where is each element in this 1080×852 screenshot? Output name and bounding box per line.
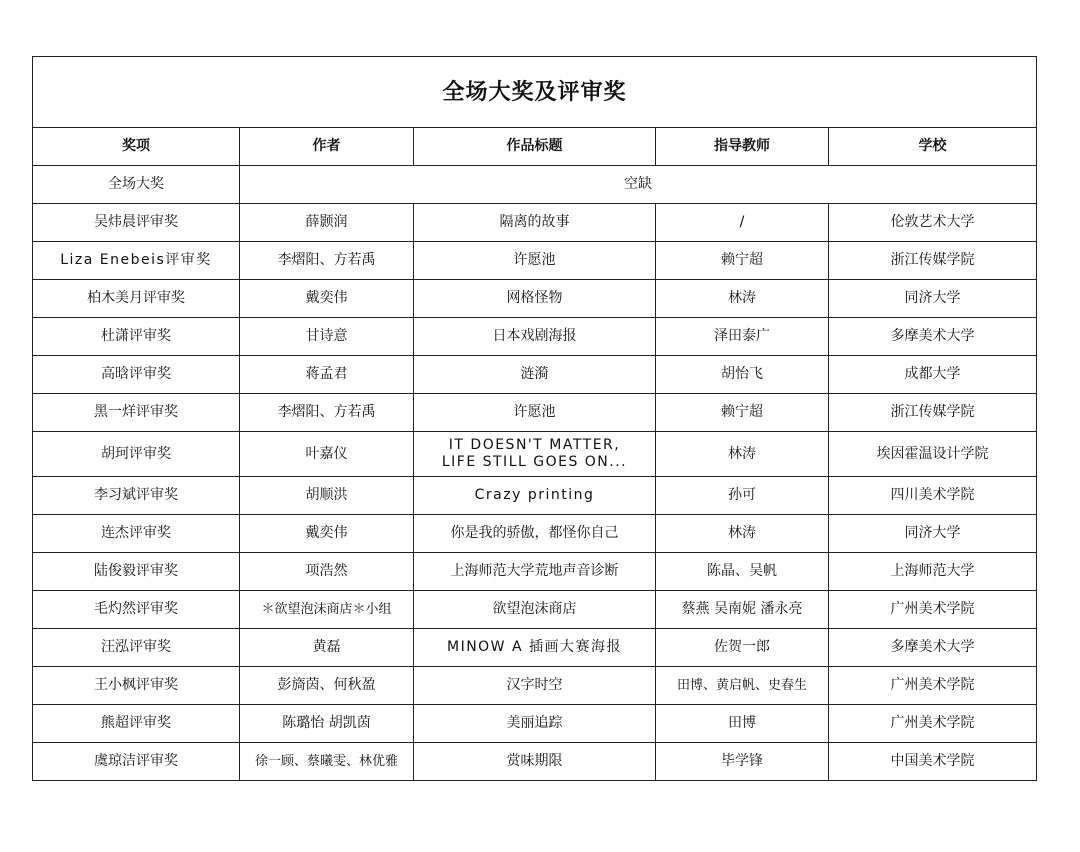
author-cell: ＊欲望泡沫商店＊小组 [240, 591, 414, 629]
award-cell: 黑一烊评审奖 [33, 394, 240, 432]
award-cell: 李习斌评审奖 [33, 477, 240, 515]
table-row [33, 629, 1037, 667]
school-cell: 上海师范大学 [829, 553, 1037, 591]
award-cell: 汪泓评审奖 [33, 629, 240, 667]
work-cell: 涟漪 [414, 356, 656, 394]
award-cell: 陆俊毅评审奖 [33, 553, 240, 591]
award-cell: 熊超评审奖 [33, 705, 240, 743]
table-row [33, 204, 1037, 242]
school-cell: 浙江传媒学院 [829, 394, 1037, 432]
author-cell: 李熠阳、方若禹 [240, 242, 414, 280]
header-award: 奖项 [33, 128, 240, 166]
teacher-cell: 泽田泰广 [656, 318, 829, 356]
work-cell: 美丽追踪 [414, 705, 656, 743]
author-cell: 陈璐怡 胡凯茵 [240, 705, 414, 743]
school-cell: 成都大学 [829, 356, 1037, 394]
work-cell: 汉字时空 [414, 667, 656, 705]
table-row [33, 242, 1037, 280]
title-row [33, 57, 1037, 128]
award-cell: 王小枫评审奖 [33, 667, 240, 705]
work-cell: Crazy printing [414, 477, 656, 515]
work-cell: 你是我的骄傲，都怪你自己 [414, 515, 656, 553]
author-cell: 戴奕伟 [240, 280, 414, 318]
author-cell: 黄磊 [240, 629, 414, 667]
header-teacher: 指导教师 [656, 128, 829, 166]
author-cell: 甘诗意 [240, 318, 414, 356]
work-cell: 许愿池 [414, 242, 656, 280]
award-cell: 虞琼洁评审奖 [33, 743, 240, 781]
award-cell: 毛灼然评审奖 [33, 591, 240, 629]
school-cell: 广州美术学院 [829, 667, 1037, 705]
author-cell: 彭旖茵、何秋盈 [240, 667, 414, 705]
teacher-cell: 田博、黄启帆、史春生 [656, 667, 829, 705]
school-cell: 埃因霍温设计学院 [829, 432, 1037, 477]
school-cell: 浙江传媒学院 [829, 242, 1037, 280]
teacher-cell: 林涛 [656, 515, 829, 553]
teacher-cell: 孙可 [656, 477, 829, 515]
work-cell: 许愿池 [414, 394, 656, 432]
school-cell: 广州美术学院 [829, 591, 1037, 629]
table-row [33, 477, 1037, 515]
table-row [33, 743, 1037, 781]
school-cell: 四川美术学院 [829, 477, 1037, 515]
table-row [33, 553, 1037, 591]
teacher-cell: 赖宁超 [656, 394, 829, 432]
award-cell: 全场大奖 [33, 166, 240, 204]
award-cell: 胡珂评审奖 [33, 432, 240, 477]
author-cell: 李熠阳、方若禹 [240, 394, 414, 432]
teacher-cell: 蔡燕 吴南妮 潘永亮 [656, 591, 829, 629]
table-title: 全场大奖及评审奖 [33, 57, 1037, 128]
award-cell: 连杰评审奖 [33, 515, 240, 553]
header-work: 作品标题 [414, 128, 656, 166]
work-cell: MINOW A 插画大赛海报 [414, 629, 656, 667]
teacher-cell: 毕学锋 [656, 743, 829, 781]
table-row [33, 515, 1037, 553]
header-author: 作者 [240, 128, 414, 166]
teacher-cell: 田博 [656, 705, 829, 743]
school-cell: 同济大学 [829, 515, 1037, 553]
award-cell: 杜潇评审奖 [33, 318, 240, 356]
table-row [33, 432, 1037, 477]
table-row [33, 280, 1037, 318]
school-cell: 多摩美术大学 [829, 318, 1037, 356]
header-school: 学校 [829, 128, 1037, 166]
author-cell: 蒋孟君 [240, 356, 414, 394]
table-row [33, 356, 1037, 394]
teacher-cell: / [656, 204, 829, 242]
teacher-cell: 赖宁超 [656, 242, 829, 280]
work-cell: 网格怪物 [414, 280, 656, 318]
teacher-cell: 胡怡飞 [656, 356, 829, 394]
teacher-cell: 陈晶、吴帆 [656, 553, 829, 591]
author-cell: 徐一顾、蔡曦雯、林优雅 [240, 743, 414, 781]
teacher-cell: 佐贺一郎 [656, 629, 829, 667]
table-row [33, 166, 1037, 204]
award-cell: 高晗评审奖 [33, 356, 240, 394]
author-cell: 薛颢润 [240, 204, 414, 242]
school-cell: 多摩美术大学 [829, 629, 1037, 667]
work-cell: 上海师范大学荒地声音诊断 [414, 553, 656, 591]
work-cell: 赏味期限 [414, 743, 656, 781]
header-row [33, 128, 1037, 166]
school-cell: 广州美术学院 [829, 705, 1037, 743]
award-cell: 吴炜晨评审奖 [33, 204, 240, 242]
work-cell: 日本戏剧海报 [414, 318, 656, 356]
table-row [33, 705, 1037, 743]
award-cell: Liza Enebeis评审奖 [33, 242, 240, 280]
status-cell: 空缺 [240, 166, 1037, 204]
teacher-cell: 林涛 [656, 432, 829, 477]
table-row [33, 394, 1037, 432]
table-row [33, 667, 1037, 705]
school-cell: 同济大学 [829, 280, 1037, 318]
author-cell: 戴奕伟 [240, 515, 414, 553]
teacher-cell: 林涛 [656, 280, 829, 318]
work-cell: 隔离的故事 [414, 204, 656, 242]
awards-table [32, 56, 1037, 781]
work-cell [414, 432, 656, 477]
work-line-1: IT DOESN'T MATTER, [448, 437, 621, 453]
school-cell: 中国美术学院 [829, 743, 1037, 781]
work-line-2: LIFE STILL GOES ON... [441, 454, 628, 470]
school-cell: 伦敦艺术大学 [829, 204, 1037, 242]
table-row [33, 318, 1037, 356]
work-cell: 欲望泡沫商店 [414, 591, 656, 629]
table-row [33, 591, 1037, 629]
award-cell: 柏木美月评审奖 [33, 280, 240, 318]
author-cell: 叶嘉仪 [240, 432, 414, 477]
author-cell: 胡顺洪 [240, 477, 414, 515]
author-cell: 项浩然 [240, 553, 414, 591]
